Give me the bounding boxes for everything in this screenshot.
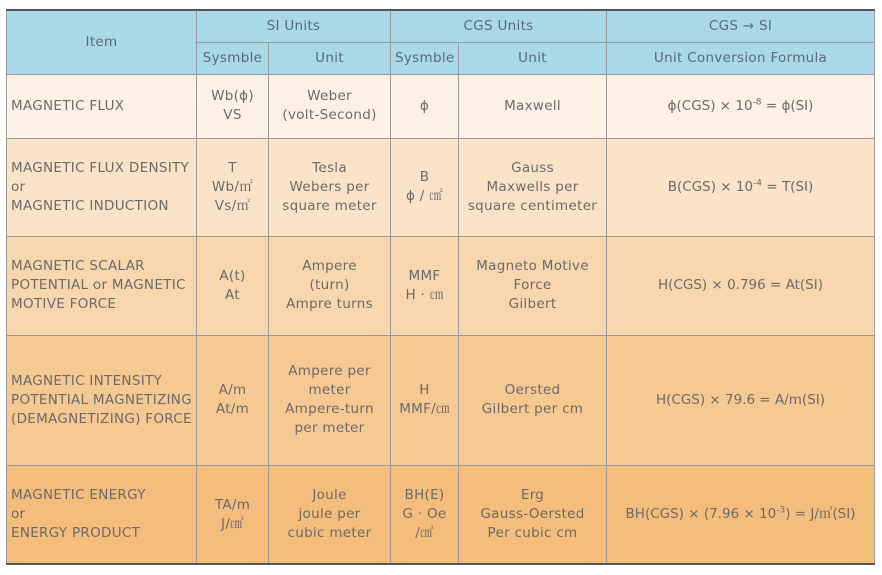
formula-exponent: -3 xyxy=(776,505,786,516)
cell-line: cubic meter xyxy=(287,525,372,542)
table-body xyxy=(7,74,875,564)
cgs-unit-cell xyxy=(459,237,607,335)
cell-line: MAGNETIC ENERGY xyxy=(11,487,146,504)
cell-line: ENERGY PRODUCT xyxy=(11,525,141,542)
cell-line: Force xyxy=(513,277,552,294)
cell-line: ϕ xyxy=(419,97,430,114)
cell-line: Gauss-Oersted xyxy=(480,506,585,523)
cell-line: A(t) xyxy=(219,267,246,284)
item-cell xyxy=(7,138,197,236)
formula-text-end: = ϕ(SI) xyxy=(761,97,814,114)
cell-line: Wb(ϕ) xyxy=(211,88,254,105)
formula-text-end: = T(SI) xyxy=(762,178,814,195)
formula-text: H(CGS) × 79.6 = A/m(SI) xyxy=(656,391,826,408)
cell-line: MMF xyxy=(408,267,441,284)
si-symbol-cell xyxy=(197,138,269,236)
cgs-symbol-cell xyxy=(391,335,459,466)
conversion-table-wrapper xyxy=(6,9,874,565)
cgs-symbol-cell xyxy=(391,74,459,138)
si-symbol-cell xyxy=(197,466,269,564)
conversion-formula-cell xyxy=(607,74,875,138)
cell-line: or xyxy=(11,506,26,523)
cell-line: Tesla xyxy=(312,159,347,176)
cgs-unit-cell xyxy=(459,74,607,138)
formula-text: ϕ(CGS) × 10 xyxy=(667,97,753,114)
header-item: Item xyxy=(7,10,197,74)
header-cgs-unit: Unit xyxy=(459,42,607,74)
cell-line: H xyxy=(419,382,430,399)
cell-line: (turn) xyxy=(309,277,350,294)
header-cgs-units: CGS Units xyxy=(391,10,607,42)
table-row xyxy=(7,466,875,564)
conversion-formula-cell xyxy=(607,237,875,335)
cell-line: Oersted xyxy=(504,382,561,399)
cell-line: ϕ / ㎠ xyxy=(405,188,444,205)
si-unit-cell xyxy=(269,237,391,335)
cgs-unit-cell xyxy=(459,335,607,466)
cell-line: Gilbert per cm xyxy=(481,401,584,418)
cell-line: (volt-Second) xyxy=(282,107,377,124)
cell-line: Ampre turns xyxy=(286,296,373,313)
si-symbol-cell xyxy=(197,335,269,466)
cell-line: MMF/㎝ xyxy=(399,401,450,418)
formula-text: H(CGS) × 0.796 = At(SI) xyxy=(658,277,823,294)
cell-line: Wb/㎡ xyxy=(211,178,254,195)
cell-line: At xyxy=(225,286,240,303)
cell-line: (DEMAGNETIZING) FORCE xyxy=(11,410,192,427)
conversion-formula-cell xyxy=(607,138,875,236)
cell-line: Weber xyxy=(307,88,352,105)
cell-line: Maxwells per xyxy=(486,178,579,195)
cell-line: Magneto Motive xyxy=(476,258,589,275)
item-cell xyxy=(7,335,197,466)
cell-line: Ampere-turn xyxy=(285,401,374,418)
table-row xyxy=(7,335,875,466)
cell-line: T xyxy=(228,159,237,176)
header-si-symbol: Sysmble xyxy=(197,42,269,74)
cell-line: per meter xyxy=(294,420,365,437)
cell-line: POTENTIAL or MAGNETIC xyxy=(11,277,186,294)
cell-line: MAGNETIC INDUCTION xyxy=(11,197,169,214)
si-unit-cell xyxy=(269,335,391,466)
item-cell xyxy=(7,237,197,335)
header-si-units: SI Units xyxy=(197,10,391,42)
formula-text-end: ) = J/㎥(SI) xyxy=(785,506,856,523)
cell-line: TA/m xyxy=(214,496,251,513)
cell-line: MOTIVE FORCE xyxy=(11,296,117,313)
header-cgs-symbol: Sysmble xyxy=(391,42,459,74)
cell-line: joule per xyxy=(298,506,361,523)
item-cell xyxy=(7,466,197,564)
cell-line: Erg xyxy=(520,487,545,504)
cell-line: Per cubic cm xyxy=(487,525,578,542)
cell-line: VS xyxy=(223,107,242,124)
cell-line: POTENTIAL MAGNETIZING xyxy=(11,391,192,408)
header-si-unit: Unit xyxy=(269,42,391,74)
item-cell xyxy=(7,74,197,138)
cell-line: G · Oe xyxy=(402,506,447,523)
cgs-symbol-cell xyxy=(391,138,459,236)
cgs-unit-cell xyxy=(459,466,607,564)
cell-line: Gauss xyxy=(511,159,554,176)
table-row xyxy=(7,237,875,335)
si-symbol-cell xyxy=(197,237,269,335)
cgs-unit-cell xyxy=(459,138,607,236)
si-unit-cell xyxy=(269,74,391,138)
formula-exponent: -8 xyxy=(752,97,762,108)
header-conversion-formula: Unit Conversion Formula xyxy=(607,42,875,74)
unit-conversion-table xyxy=(6,9,875,565)
cell-line: B xyxy=(419,169,430,186)
cell-line: square meter xyxy=(282,197,377,214)
cell-line: /㎤ xyxy=(415,525,434,542)
cell-line: Webers per xyxy=(289,178,370,195)
formula-exponent: -4 xyxy=(753,178,763,189)
cell-line: or xyxy=(11,178,26,195)
cell-line: MAGNETIC FLUX DENSITY xyxy=(11,159,190,176)
header-cgs-to-si: CGS → SI xyxy=(607,10,875,42)
cell-line: Maxwell xyxy=(504,97,561,114)
cell-line: J/㎤ xyxy=(221,515,244,532)
cell-line: At/m xyxy=(215,401,250,418)
cell-line: Vs/㎡ xyxy=(214,197,251,214)
table-row xyxy=(7,138,875,236)
formula-text: BH(CGS) × (7.96 × 10 xyxy=(625,506,777,523)
cell-line: Ampere per xyxy=(288,363,371,380)
cell-line: Ampere xyxy=(302,258,357,275)
cell-line: Joule xyxy=(312,487,347,504)
cell-line: MAGNETIC SCALAR xyxy=(11,258,145,275)
si-unit-cell xyxy=(269,466,391,564)
cell-line: meter xyxy=(308,382,351,399)
cell-line: Gilbert xyxy=(508,296,557,313)
conversion-formula-cell xyxy=(607,466,875,564)
cgs-symbol-cell xyxy=(391,237,459,335)
cell-line: square centimeter xyxy=(467,197,598,214)
cell-line: MAGNETIC FLUX xyxy=(11,97,125,114)
cell-line: A/m xyxy=(218,382,247,399)
table-row xyxy=(7,74,875,138)
cell-line: MAGNETIC INTENSITY xyxy=(11,372,163,389)
cell-line: H · ㎝ xyxy=(405,286,444,303)
si-symbol-cell xyxy=(197,74,269,138)
si-unit-cell xyxy=(269,138,391,236)
conversion-formula-cell xyxy=(607,335,875,466)
cgs-symbol-cell xyxy=(391,466,459,564)
formula-text: B(CGS) × 10 xyxy=(667,178,754,195)
cell-line: BH(E) xyxy=(404,487,445,504)
